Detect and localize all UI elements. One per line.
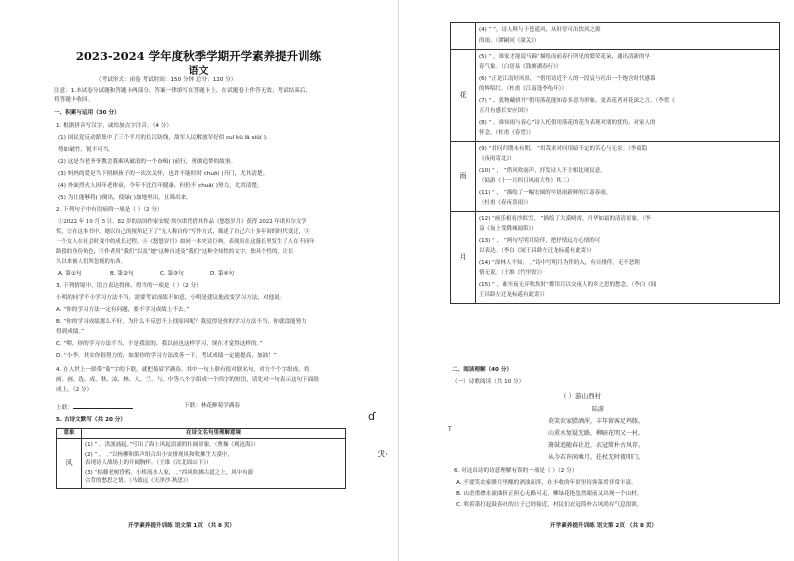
fold-line	[398, 0, 399, 561]
dictation-item[interactable]: (14) “深林人不知， 。”诗中写明月为伴的入，有自排伴，无不恶朝	[479, 260, 640, 266]
passage-line: 小明的同学不小学习方法不当，需要考试成绩不如意，小明是建议他改变学习方法，对他说：	[56, 295, 286, 301]
answer-blank[interactable]	[73, 403, 133, 409]
pen-mark: ɗ	[368, 410, 376, 423]
passage-line: 奖，②在这本书中，她以自己的视角记下了“无人称自传”写作方式，描述了自己六十多年间的时代变迁，③	[56, 229, 310, 235]
table-cell	[82, 439, 346, 489]
table-row	[451, 142, 780, 212]
table-cell	[476, 142, 780, 212]
question-stem: 4. 在人世上一联带“菊”字的下联，就把菊眉学满春。其中一句上联有很对联名句，对方个个字组成，将	[56, 367, 310, 373]
passage-line: ①2022 年 10 月 5 日，82 岁的法国作家安妮·埃尔诺凭借其作品《悠悠岁月》获得 2022 年诺贝尔文学	[58, 219, 307, 225]
dictation-item: 情无说。（王维《竹里馆》）	[479, 270, 546, 276]
dictation-item[interactable]: (2) “ ， 。”以杨柳和笛声组合出小安排现风和吹拂生大漠中，	[85, 452, 233, 458]
table-row	[57, 439, 346, 489]
question-line: 势如破竹，锐不可当。	[58, 147, 114, 153]
margin-mark: T	[448, 426, 452, 433]
question-line: (5) 为让能够将( )倒出，使绿( )加地里出，且筛出来。	[58, 195, 192, 201]
exam-title: 2023-2024 学年度秋季学期开学素养提升训练	[75, 49, 322, 63]
section-heading: 二、阅读理解（40 分）	[452, 367, 513, 373]
category-blank	[451, 23, 476, 50]
dictation-item: 的辉唱红。（杜甫《江南逢李龟年》）	[479, 86, 568, 92]
option: D. “小李，其实你很努力的，如果你的学习方法改善一下，考试成绩一定能提高，加油！”	[56, 353, 277, 359]
option: C. “喂，你的学习方法不当，不是我说的，我以前也这样学习，现在才觉得这样的。”	[56, 341, 263, 347]
dictation-item: 怀念。（杜甫《春望》）	[479, 130, 535, 136]
dictation-item: 合背的愁思之情。（马致远《天净沙·秋思》）	[85, 478, 192, 484]
table-cell	[476, 212, 780, 304]
passage-line: 一个女人在社会时变中的成长过程。④《悠悠岁月》如同一本史诗巨典，表现出在这漫长里发生了人在不同年	[56, 239, 315, 245]
dictation-item: 表现诗人战场上的开阔胸怀。（王维《次北固山下》）	[85, 460, 212, 466]
question-stem: 5. 古诗文默写（共 20 分）	[56, 417, 126, 423]
dictation-item[interactable]: (10) “ ， ”借风吹雨声，抒发诗人不主相比现民意。	[479, 168, 606, 174]
table-row	[451, 212, 780, 304]
table-header: 意象	[57, 429, 82, 439]
category-moon: 月	[451, 212, 476, 304]
dictation-item[interactable]: (15) “ ，谁至夜无弄吹坎时”都用月以交夜人的乡之思的愁念。（李白《闻	[479, 282, 657, 288]
dictation-item[interactable]: (12) “画乐相看沙似雪， ”描绘了大漠晴霄，月华如霜的清清景象。（李	[479, 216, 651, 222]
category-rain: 雨	[451, 142, 476, 212]
question-stem: 3. 下列情境中，语言表达得体、得当的一项是（ ）（2 分）	[56, 283, 202, 289]
question-line: (2) 这是当老爷爷教会我乘风破浪的一个奋楫( )前行，勇敢追梦的故事。	[58, 159, 237, 165]
dictation-item: 益《夜上受降城闻笛》）	[479, 226, 537, 232]
dictation-item: 的雨。（谭嗣同《潼关》）	[479, 38, 540, 44]
couplet-upper	[56, 403, 133, 412]
question-stem: 2. 下列句子中有语病的一项是（ ）（2 分）	[56, 207, 163, 213]
page-footer: 开学素养提升训练 语文第 1页 （共 8 页）	[128, 523, 236, 529]
table-cell	[476, 50, 780, 142]
dictation-table-continued	[450, 22, 780, 304]
dictation-item: （陆游《十一月四日风雨大作》其二）	[479, 178, 573, 184]
question-stem: 6. 对这首诗的诗意理解有误的一项是（ ）（2 分）	[454, 468, 578, 474]
option: A. “你的学习方法一定有问题，要不学习成绩上不去。”	[56, 307, 190, 313]
table-header-row	[57, 429, 346, 439]
poem-title: （ ）游山西村	[560, 392, 602, 400]
dictation-item: 春气象。（白居易《钱塘湖春行》）	[479, 64, 562, 70]
dictation-item[interactable]: (4) “ ”，诗人料与于苍遥风，从轩堂可出饮风之源	[479, 27, 601, 33]
passage-line: 龄段的身份角色，⑤作者用“我们”以及“她”这种自述及“我们”这种全知性的文字，独具个性的，让长	[56, 249, 294, 255]
category-flower: 花	[451, 50, 476, 142]
dictation-item: 以表达。（李白《闻王昌龄左迁龙标遥有此寄》）	[479, 248, 595, 254]
option: A. 不要笑农家腊月里酿的酒浊而浑，在丰收的年景里待客菜肴非常丰富。	[456, 480, 637, 486]
dictation-item[interactable]: (1) “ ，洪波涌起。”写出了海上风起浪涌的壮阔景象。（曹操《观沧海》）	[85, 442, 259, 448]
notice-line: 注意：1.本试卷分试题和答题卡两部分，答案一律填写在答题卡上，在试题卷上作答无效；考试结束后，	[54, 88, 312, 94]
section-heading: 一、积累与运用（30 分）	[54, 110, 120, 116]
poem-line: 莫笑农家腊酒浑，丰年留客足鸡豚。	[548, 418, 645, 425]
option: D. 第④句	[210, 271, 235, 277]
question-line: 成上。（2 分）	[56, 387, 93, 393]
dictation-item[interactable]: (13) “ ， ”两句写明月陪伴，把抒情远方心情的可	[479, 238, 601, 244]
poem-line: 从今若许闲乘月，拄杖无时夜叩门。	[548, 454, 645, 461]
table-cell	[476, 23, 780, 50]
dictation-item: 《夜雨寄北》）	[479, 156, 515, 162]
table-row	[451, 23, 780, 50]
subject-title: 语文	[188, 66, 209, 77]
option: B. 第②句	[110, 271, 134, 277]
question-line: (1) 国民党反动派集中了三个半月的长江防线，敌军人民解放军好似 cuī kū lā xiǔ( ).	[58, 135, 268, 141]
dictation-item[interactable]: (11) “ ， ”描绘了一幅宏阔的早晨雨新鲜的江南春雨。	[479, 190, 612, 196]
couplet-lower: 下联：林花醉菊学满春	[184, 403, 240, 409]
option: A. 第①句	[58, 271, 82, 277]
dictation-item[interactable]: (9) “君问归期未有期， ”用哉求对问用暗不定的苦心与无奈。（李商隐	[479, 146, 648, 152]
poem-author: 陆游	[592, 406, 605, 413]
notice-line: 将答题卡收回。	[54, 97, 94, 103]
page-footer: 开学素养提升训练 语文第 2页 （共 8 页）	[550, 523, 658, 529]
dictation-item: （杜甫《春夜喜雨》）	[479, 200, 532, 206]
question-line: (4) 外面烈火人因年老体衰，今年不比往年健康，但仍不 chuā( )努力，尤其清楚。	[58, 183, 263, 189]
question-stem: 1. 根据拼音写汉字，或给加点字注音。（4 分）	[56, 123, 172, 129]
pen-mark: ℛ·	[378, 450, 389, 460]
exam-info: （考试形式：闭卷 考试时间：150 分钟 总分：120 分）	[96, 77, 237, 83]
question-line: (3) 妈妈的爱是当下照顾孩子的一次次关怀，也许不能时时 chuō( )开门，尤其清楚。	[58, 171, 269, 177]
dictation-item: 王昌龄左迁龙标遥有此寄》）	[479, 292, 548, 298]
dictation-item[interactable]: (8) “ ，谁知雨与春心”诗人托借用落花的花为表现对朋的忧伤、对家人的	[479, 120, 656, 126]
option: C. 第③句	[160, 271, 184, 277]
poem-line: 箫鼓追随春社近，衣冠简朴古风存。	[548, 442, 645, 449]
dictation-item[interactable]: (6) “正是江南好风景， ”借用诗近个人的一段哀与社出一个饱含时代感慕	[479, 76, 656, 82]
table-header: 在诗文名句里理解意境	[82, 429, 346, 439]
dictation-table	[56, 428, 346, 489]
option: B. “你的学习成绩那么不好，为什么不反思不上找原因呢？我觉得是你的学习方法不当，你就没能努力	[56, 319, 307, 325]
dictation-item[interactable]: (7) “ ，犹物藏妍开”借用落花能知春多意为形象，更表花者对花深之言。（李贺《	[479, 98, 675, 104]
dictation-item[interactable]: (5) “ ，谁家才能说马蹄”描绘而前春行所见的繁荣花朵，通出清新的早	[479, 54, 650, 60]
option: B. 山峦重叠水流曲折正担心无路可走，柳绿花艳忽然眼前又出现一个山村。	[456, 491, 643, 497]
subsection-heading: （一）诗歌阅读（共 10 分）	[452, 379, 525, 385]
option: 得到成绩。”	[56, 329, 85, 335]
table-row	[451, 50, 780, 142]
couplet-upper-label: 上联：	[56, 405, 73, 411]
passage-line: 久以来被人们所忽视的东西。	[56, 259, 127, 265]
category-wind: 风	[57, 439, 82, 489]
dictation-item[interactable]: (3) “枯藤老树昏鸦，小桥流水人家， 。”西风吹拂古道之上，风中有游	[85, 470, 254, 476]
dictation-item: 五月有感长安应国》）	[479, 108, 532, 114]
page-right	[400, 0, 794, 561]
option: C. 吹着箫打起鼓春社的日子已经接近，村民们衣冠简朴古风尚存气息很浓。	[456, 502, 643, 508]
poem-line: 山重水复疑无路，柳暗花明又一村。	[548, 430, 645, 437]
question-line: 画、画、选、成、秋、凉、林、人、兰、与、中等八个字组成一个四字的短语，请先对一句表示这句下面组	[56, 377, 319, 383]
